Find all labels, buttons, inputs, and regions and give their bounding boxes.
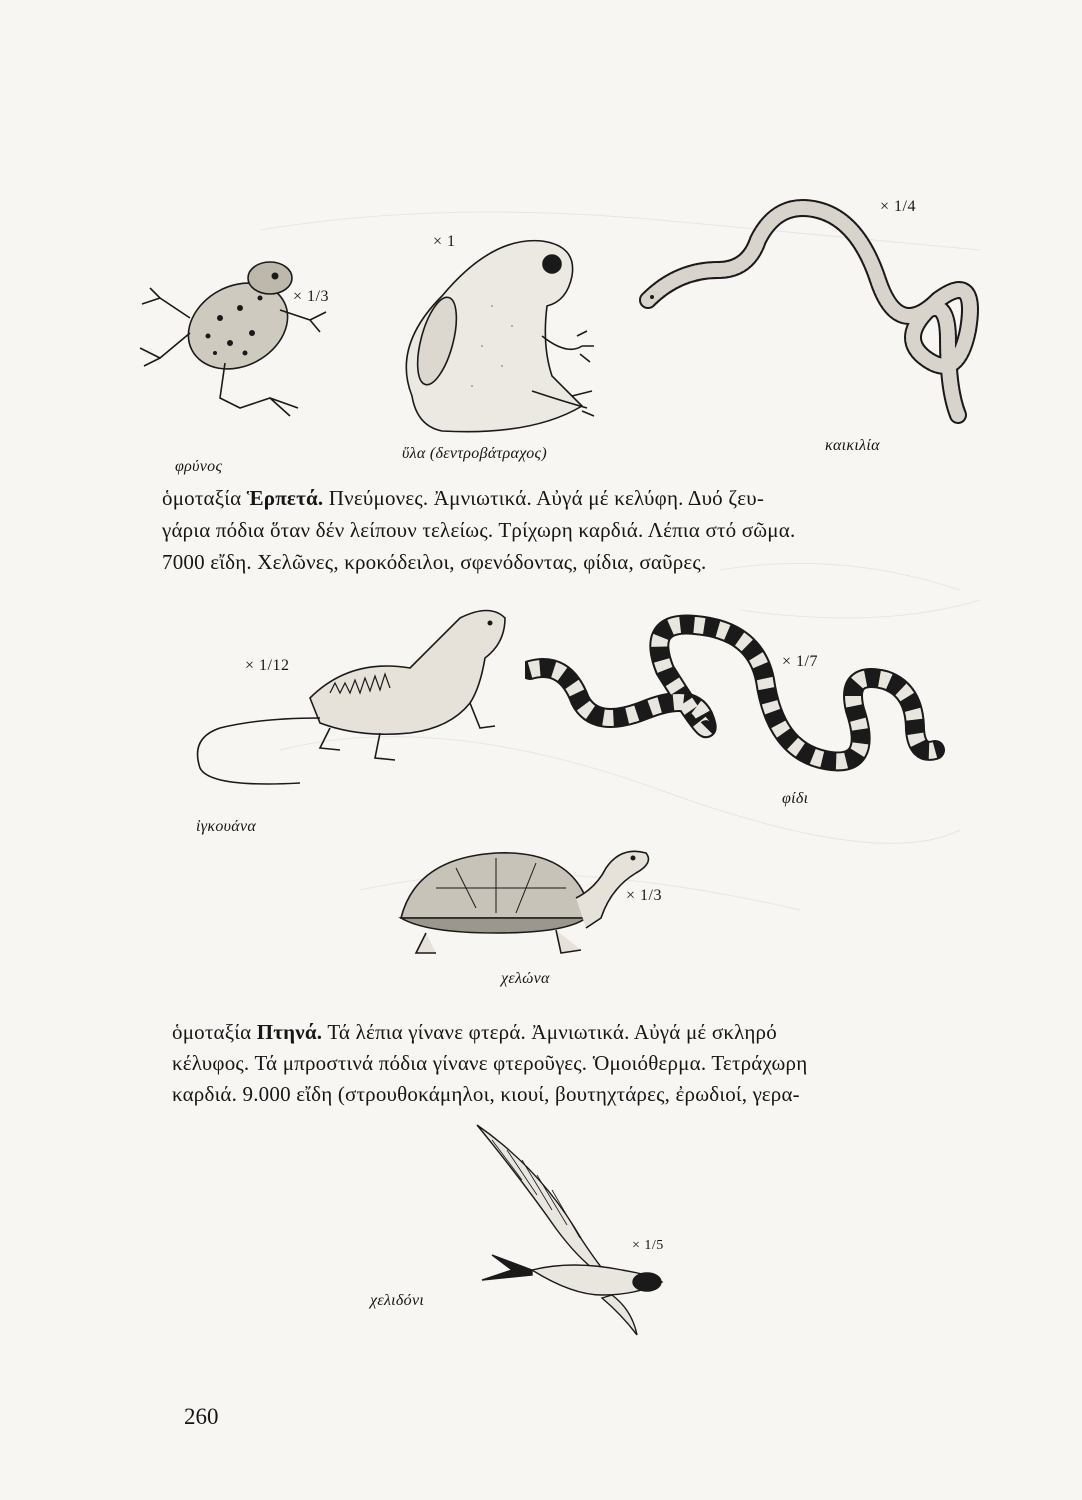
birds-paragraph-line-2: κέλυφος. Τά μπροστινά πόδια γίνανε φτεροῦγες. Ὁμοιόθερμα. Τετράχωρη: [172, 1051, 808, 1075]
turtle-scale-label: × 1/3: [626, 887, 662, 904]
reptiles-paragraph-line-2: γάρια πόδια ὅταν δέν λείπουν τελείως. Τρίχωρη καρδιά. Λέπια στό σῶμα.: [162, 518, 796, 542]
swallow-caption: χελιδόνι: [370, 1292, 425, 1309]
snake-scale-label: × 1/7: [782, 653, 818, 670]
reptiles-class-name: Ἑρπετά.: [246, 486, 324, 510]
birds-paragraph-line-3: καρδιά. 9.000 εἴδη (στρουθοκάμηλοι, κιουί, βουτηχτάρες, ἐρωδιοί, γερα-: [172, 1082, 800, 1106]
caecilian-illustration: [638, 190, 998, 430]
birds-paragraph-line-1: [172, 1017, 777, 1047]
birds-line-1-prefix: ὁμοταξία: [172, 1020, 257, 1044]
turtle-caption: χελώνα: [501, 970, 550, 987]
snake-caption: φίδι: [782, 790, 809, 807]
reptiles-paragraph-line-3: 7000 εἴδη. Χελῶνες, κροκόδειλοι, σφενόδοντας, φίδια, σαῦρες.: [162, 550, 707, 574]
iguana-illustration: [180, 598, 510, 798]
toad-caption: φρύνος: [175, 458, 223, 475]
turtle-illustration: [396, 838, 656, 958]
tree-frog-caption: ὕλα (δεντροβάτραχος): [402, 445, 547, 462]
toad-illustration: [130, 248, 335, 433]
swallow-scale-label: × 1/5: [632, 1238, 664, 1253]
tree-frog-illustration: [382, 226, 600, 441]
snake-illustration: [525, 610, 945, 785]
birds-class-name: Πτηνά.: [256, 1020, 323, 1044]
reptiles-line-1-rest: Πνεύμονες. Ἀμνιωτικά. Αὐγά μέ κελύφη. Δυό ζευ-: [323, 486, 765, 510]
iguana-scale-label: × 1/12: [245, 657, 290, 674]
tree-frog-scale-label: × 1: [433, 233, 456, 250]
birds-line-1-rest: Τά λέπια γίνανε φτερά. Ἀμνιωτικά. Αὐγά μέ σκληρό: [322, 1020, 777, 1044]
reptiles-line-1-prefix: ὁμοταξία: [162, 486, 247, 510]
swallow-illustration: [462, 1120, 692, 1340]
caecilian-scale-label: × 1/4: [880, 198, 916, 215]
page-number: 260: [184, 1404, 219, 1429]
reptiles-paragraph-line-1: [162, 483, 764, 513]
iguana-caption: ἰγκουάνα: [196, 818, 257, 835]
caecilian-caption: καικιλία: [825, 437, 880, 454]
toad-scale-label: × 1/3: [293, 288, 329, 305]
